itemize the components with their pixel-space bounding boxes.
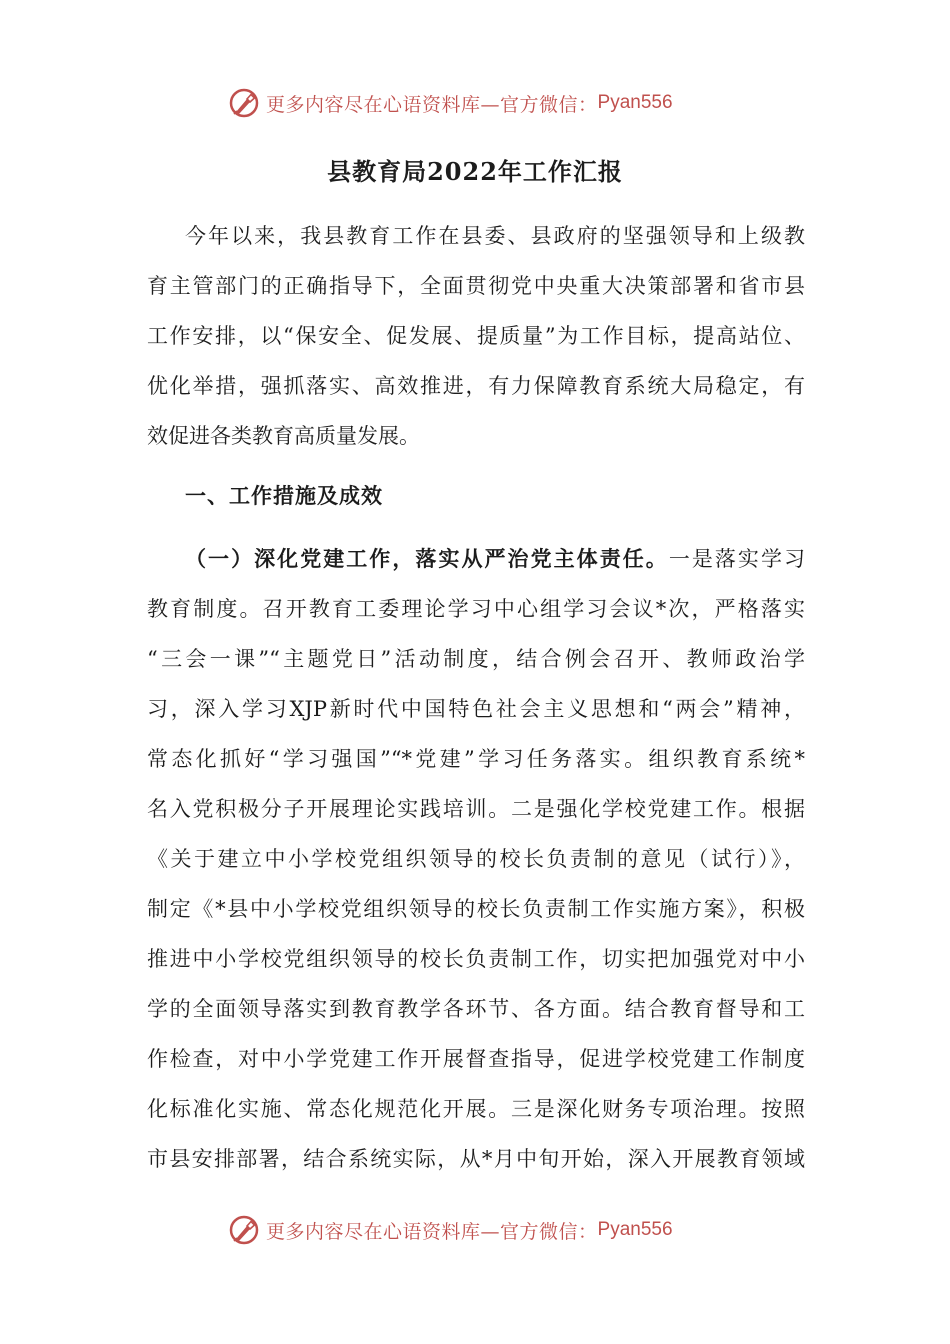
subsection-line: 《关于建立中小学校党组织领导的校长负责制的意见（试行）》， — [147, 847, 805, 871]
subsection-line: 作检查，对中小学党建工作开展督查指导，促进学校党建工作制度 — [147, 1047, 805, 1071]
footer-watermark-wechat-id: Pyan556 — [597, 1219, 673, 1240]
subsection-line: “三会一课”“主题党日”活动制度，结合例会召开、教师政治学 — [147, 647, 805, 671]
intro-line: 育主管部门的正确指导下，全面贯彻党中央重大决策部署和省市县 — [147, 274, 805, 298]
subsection-line: 化标准化实施、常态化规范化开展。三是深化财务专项治理。按照 — [147, 1097, 805, 1121]
subsection-line: 推进中小学校党组织领导的校长负责制工作，切实把加强党对中小 — [147, 947, 805, 971]
intro-line: 工作安排，以“保安全、促发展、提质量”为工作目标，提高站位、 — [147, 324, 805, 348]
pen-circle-logo-icon — [228, 87, 260, 119]
subsection-line: 习，深入学习XJP新时代中国特色社会主义思想和“两会”精神， — [147, 697, 805, 721]
subsection-line: 名入党积极分子开展理论实践培训。二是强化学校党建工作。根据 — [147, 797, 805, 821]
intro-line: 优化举措，强抓落实、高效推进，有力保障教育系统大局稳定，有 — [147, 374, 805, 398]
subsection-paragraph — [147, 534, 805, 1184]
pen-circle-logo-icon — [228, 1214, 260, 1246]
subsection-line: 制定《*县中小学校党组织领导的校长负责制工作实施方案》，积极 — [147, 897, 805, 921]
intro-paragraph — [147, 211, 805, 461]
header-watermark — [228, 86, 673, 120]
subsection-line: 学的全面领导落实到教育教学各环节、各方面。结合教育督导和工 — [147, 997, 805, 1021]
document-title: 县教育局2022年工作汇报 — [327, 157, 623, 186]
subsection-line: 常态化抓好“学习强国”“*党建”学习任务落实。组织教育系统* — [147, 747, 805, 771]
subsection-first-line-rest: 一是落实学习 — [668, 547, 805, 571]
subsection-lead: （一）深化党建工作，落实从严治党主体责任。 — [185, 546, 669, 571]
header-watermark-text: 更多内容尽在心语资料库—官方微信： — [266, 93, 598, 116]
section-heading-block — [147, 471, 805, 521]
subsection-first-line — [147, 534, 805, 584]
subsection-line: 市县安排部署，结合系统实际，从*月中旬开始，深入开展教育领域 — [147, 1147, 805, 1171]
footer-watermark — [228, 1213, 673, 1247]
subsection-line: 教育制度。召开教育工委理论学习中心组学习会议*次，严格落实 — [147, 597, 805, 621]
intro-line: 效促进各类教育高质量发展。 — [147, 424, 420, 448]
footer-watermark-text: 更多内容尽在心语资料库—官方微信： — [266, 1220, 598, 1243]
header-watermark-wechat-id: Pyan556 — [597, 92, 673, 113]
section-heading: 一、工作措施及成效 — [185, 483, 383, 508]
intro-line: 今年以来，我县教育工作在县委、县政府的坚强领导和上级教 — [185, 224, 805, 248]
